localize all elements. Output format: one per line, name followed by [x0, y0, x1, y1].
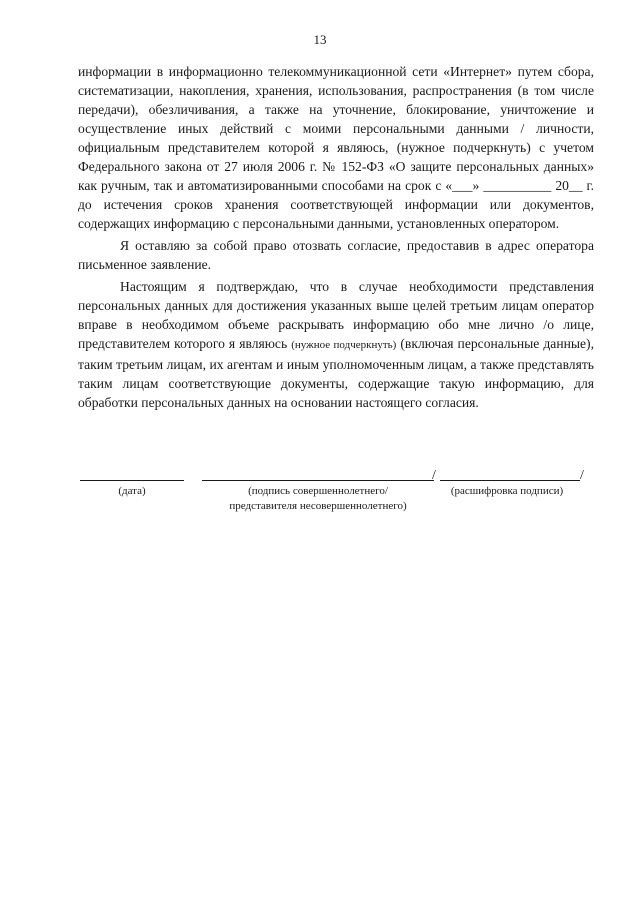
- page-number: 13: [313, 32, 327, 47]
- slash-separator-2: /: [580, 468, 584, 483]
- consent-text: [78, 62, 594, 412]
- signature-line: [202, 480, 434, 481]
- date-caption: (дата): [118, 485, 146, 497]
- signature-caption-line2: представителя несовершеннолетнего): [229, 500, 407, 512]
- name-decode-line: [440, 480, 580, 481]
- signature-block: [78, 468, 594, 528]
- signature-caption: [196, 484, 440, 514]
- disclosure-text-part1: Настоящим я подтверждаю, что в случае необходимости представления персональных данных для достижения указанных выше целей третьим лицам оператор вправе в необходимом объеме раскрывать информацию обо мне лично /о лице, представителем которого я являюсь: [78, 279, 594, 351]
- paragraph-consent-scope: информации в информационно телекоммуникационной сети «Интернет» путем сбора, систематизации, накопления, хранения, использования, распространения (в том числе передачи), обезличивания, а также на уточнение, блокирование, уничтожение и осуществление иных действий с моими персональными данными / личности, официальным представителем которой я являюсь, (нужное подчеркнуть) с учетом Федерального закона от 27 июля 2006 г. № 152-ФЗ «О защите персональных данных» как ручным, так и автоматизированными способами на срок с «___» __________ 20__ г. до истечения сроков хранения соответствующей информации или документов, содержащих информацию с персональными данными, установленных оператором.: [78, 64, 594, 231]
- paragraph-disclosure: [78, 277, 594, 412]
- signature-caption-line1: (подпись совершеннолетнего/: [248, 485, 388, 497]
- slash-separator-1: /: [432, 468, 436, 483]
- underline-note: (нужное подчеркнуть): [291, 339, 397, 351]
- disclosure-text-part2: (включая персональные данные), таким третьим лицам, их агентам и иным уполномоченным лицам, а также представлять таким лицам соответствующие документы, содержащие такую информацию, для обработки персональных данных на основании настоящего согласия.: [78, 336, 594, 410]
- decode-caption: (расшифровка подписи): [450, 485, 564, 497]
- date-line: [80, 480, 184, 481]
- paragraph-revocation: Я оставляю за собой право отозвать согласие, предоставив в адрес оператора письменное заявление.: [78, 238, 594, 272]
